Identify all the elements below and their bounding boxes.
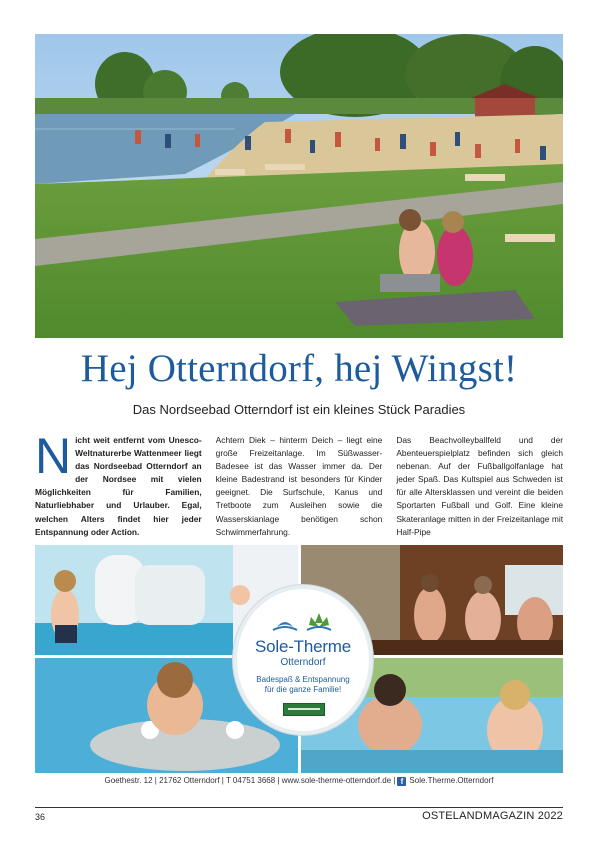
ad-contact-details: Goethestr. 12 | 21762 Otterndorf | T 04751 3668 | www.sole-therme-otterndorf.de | — [104, 776, 396, 785]
hero-photo — [35, 34, 563, 338]
certification-badge-icon — [283, 703, 325, 716]
subheadline: Das Nordseebad Otterndorf ist ein kleines Stück Paradies — [132, 402, 466, 417]
headline: Hej Otterndorf, hej Wingst! — [80, 347, 518, 390]
ad-city: Otterndorf — [280, 657, 326, 668]
ad-brand: Sole-Therme — [254, 637, 352, 656]
ad-slogan-line-1: Badespaß & Entspannung — [256, 675, 350, 684]
ad-contact-line — [35, 776, 563, 786]
ad-slogan-line-2: für die ganze Familie! — [264, 685, 342, 694]
facebook-icon: f — [397, 777, 406, 786]
column-1-text: icht weit entfernt vom Unesco-Weltnaturerbe Wattenmeer liegt das Nordseebad Otterndorf an der Nordsee mit vielen Möglichkeiten für Familien, Naturliebhaber und Urlauber. Egal, welchen Alters findet hier jeder Entspannung oder Action. — [35, 435, 202, 537]
facebook-page-name: Sole.Therme.Otterndorf — [409, 776, 494, 785]
footer-rule — [35, 807, 563, 808]
lake-meadow-scene — [35, 34, 563, 338]
article-body — [35, 434, 563, 544]
sole-therme-advertisement — [35, 545, 563, 773]
article-column-2: Achtern Diek – hinterm Deich – liegt eine große Freizeitanlage. Im Süßwasser-Badesee ist das Wasser immer da. Der kleine Badestrand ist besonders für Kinder geeignet. Die Surfschule, Kanus und Tretboote zum Ausleihen sowie die Wasserskianlage benötigen schon Schwimmerfahrung. — [215, 435, 383, 537]
page-number: 36 — [35, 812, 46, 822]
sole-therme-logo-seal — [233, 585, 373, 735]
article-column-3: Das Beachvolleyballfeld und der Abenteuerspielplatz befinden sich gleich nebenan. Auf der Fußballgolfanlage hat jeder Spaß. Das Kultspiel aus Schweden ist für alle Altersklassen und vereint die beiden Sportarten Fußball und Golf. Eine kleine Skateranlage mitten in der Freizeitanlage mit Half-Pipe — [396, 435, 564, 537]
magazine-name: OSTELANDMAGAZIN 2022 — [422, 810, 563, 822]
wave-lotus-logo-icon — [271, 609, 335, 633]
dropcap: N — [35, 434, 72, 484]
article-column-1 — [35, 434, 202, 544]
